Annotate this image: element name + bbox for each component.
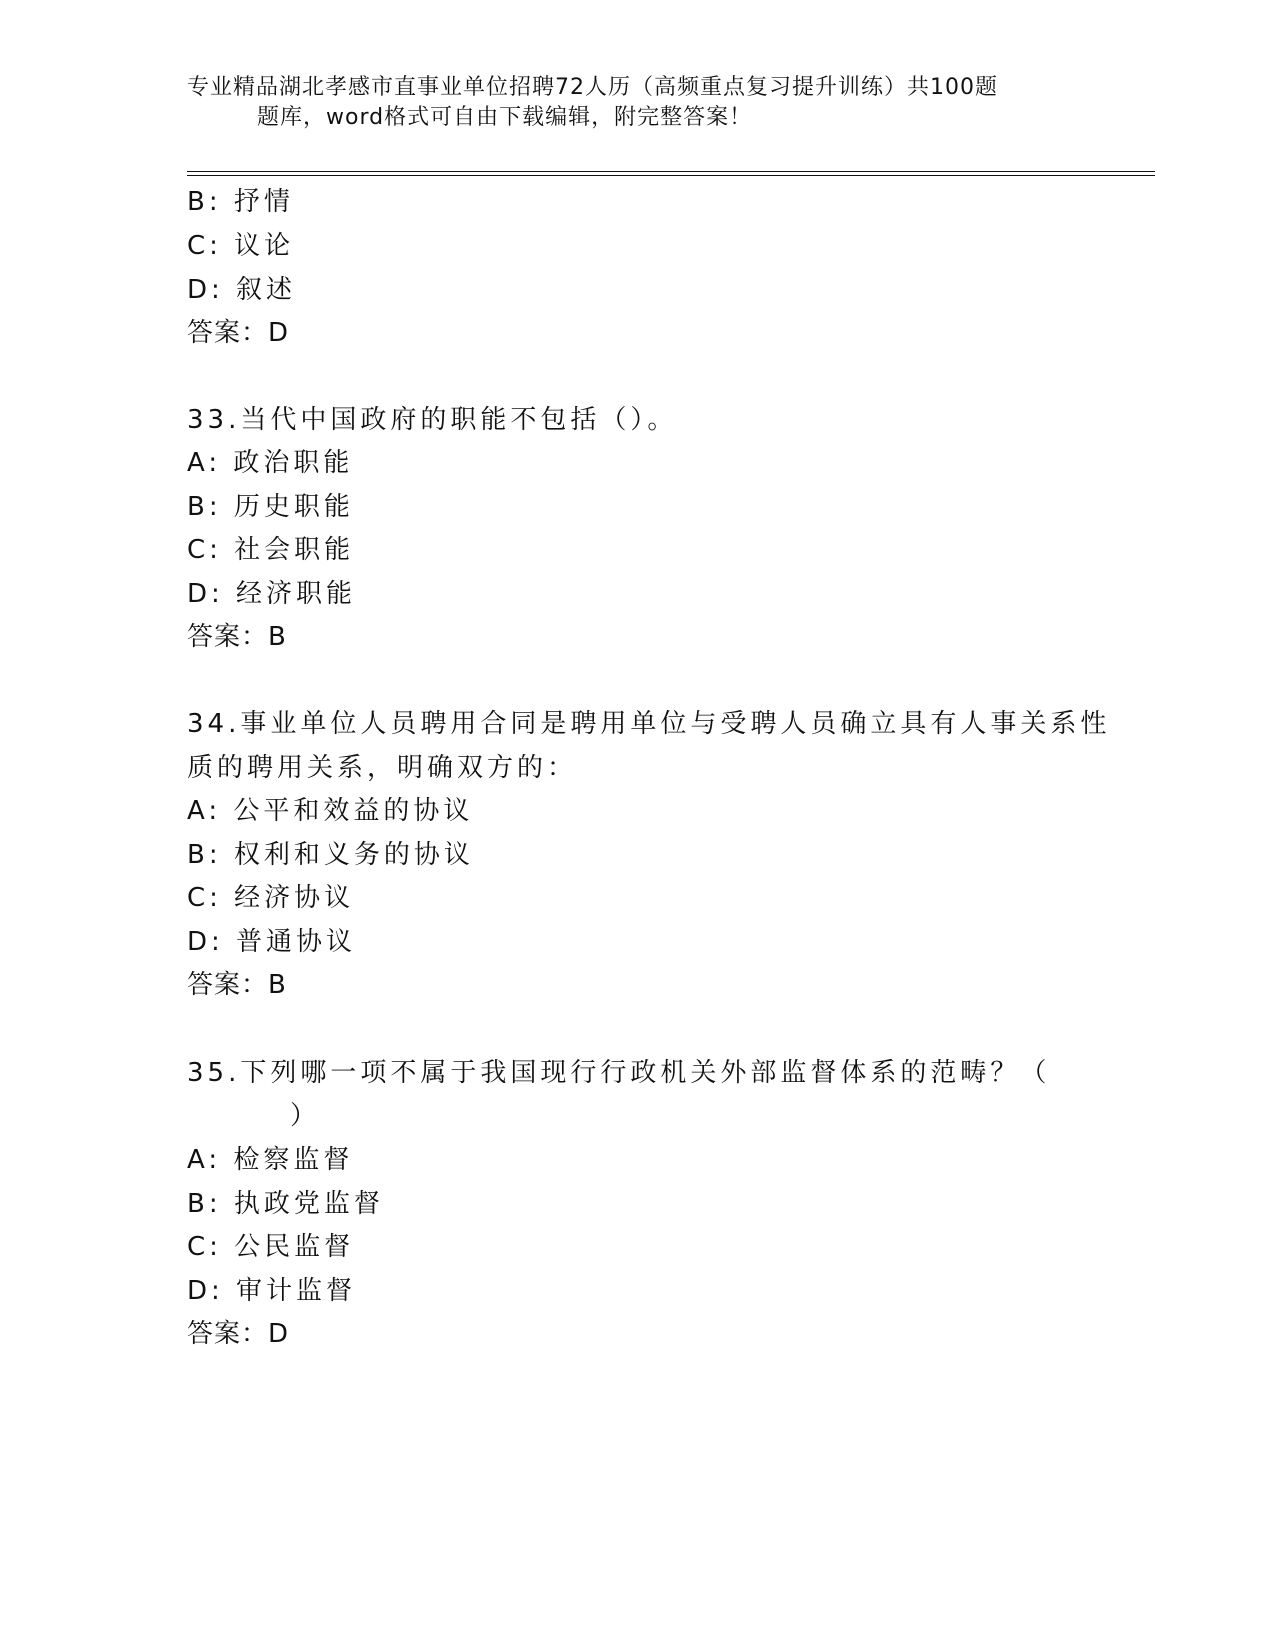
option-c: C: 议论 bbox=[187, 231, 295, 261]
option-b: B: 执政党监督 bbox=[187, 1189, 384, 1219]
question-stem-line2: 质的聘用关系，明确双方的： bbox=[187, 753, 578, 783]
option-b: B: 抒情 bbox=[187, 187, 294, 217]
option-a: A: 检察监督 bbox=[187, 1145, 354, 1175]
question-stem-line2: ） bbox=[290, 1101, 321, 1131]
option-d: D: 叙述 bbox=[187, 275, 297, 305]
question-stem-line1: 35.下列哪一项不属于我国现行行政机关外部监督体系的范畴？（ bbox=[187, 1058, 1051, 1088]
question-stem-line1: 34.事业单位人员聘用合同是聘用单位与受聘人员确立具有人事关系性 bbox=[187, 709, 1111, 739]
answer: 答案：B bbox=[187, 622, 287, 652]
option-d: D: 普通协议 bbox=[187, 927, 357, 957]
header-title-line2: 题库，word格式可自由下载编辑，附完整答案！ bbox=[257, 105, 753, 130]
answer: 答案：D bbox=[187, 318, 290, 348]
option-b: B: 权利和义务的协议 bbox=[187, 840, 474, 870]
option-c: C: 社会职能 bbox=[187, 535, 355, 565]
option-a: A: 政治职能 bbox=[187, 448, 354, 478]
header-title-line1: 专业精品湖北孝感市直事业单位招聘72人历（高频重点复习提升训练）共100题 bbox=[187, 75, 998, 100]
header-rule-bottom bbox=[187, 175, 1155, 176]
header-rule-top bbox=[187, 171, 1155, 172]
option-c: C: 公民监督 bbox=[187, 1232, 355, 1262]
question-stem: 33.当代中国政府的职能不包括（）。 bbox=[187, 405, 678, 435]
option-d: D: 经济职能 bbox=[187, 579, 357, 609]
option-d: D: 审计监督 bbox=[187, 1276, 357, 1306]
answer: 答案：B bbox=[187, 970, 287, 1000]
option-b: B: 历史职能 bbox=[187, 492, 354, 522]
option-a: A: 公平和效益的协议 bbox=[187, 796, 474, 826]
answer: 答案：D bbox=[187, 1319, 290, 1349]
option-c: C: 经济协议 bbox=[187, 883, 355, 913]
